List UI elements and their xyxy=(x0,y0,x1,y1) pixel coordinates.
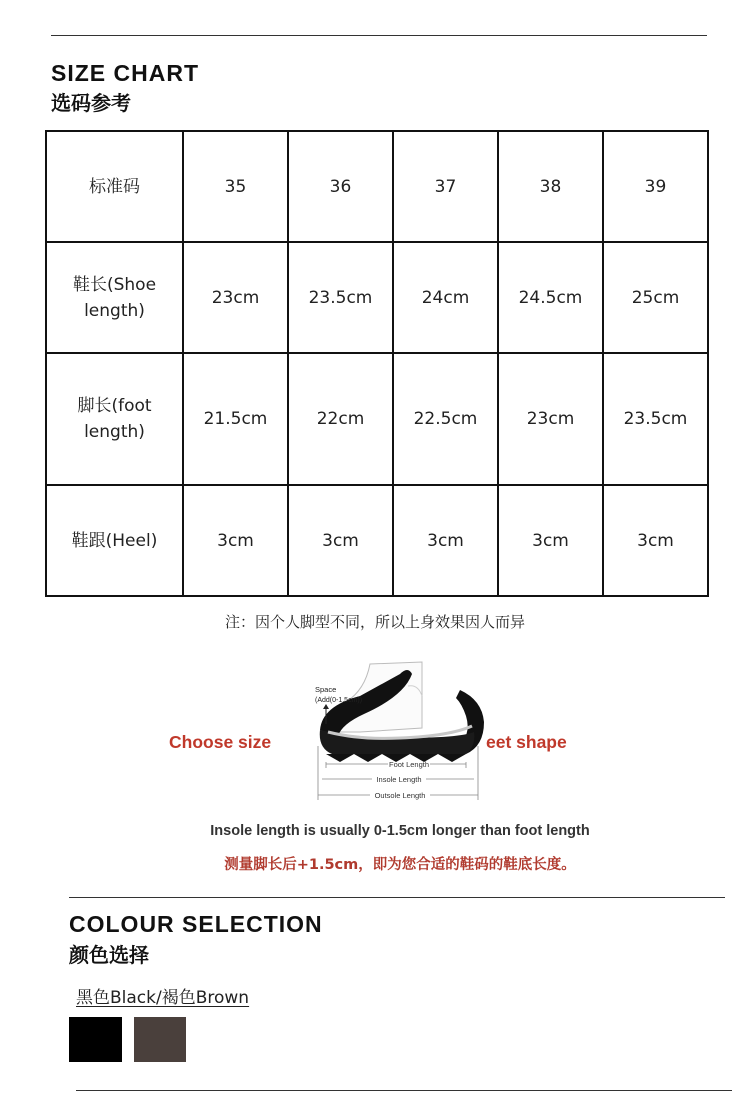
table-cell: 24cm xyxy=(393,242,498,353)
table-cell: 23.5cm xyxy=(288,242,393,353)
table-cell: 25cm xyxy=(603,242,708,353)
table-row xyxy=(46,353,708,485)
insole-note-english: Insole length is usually 0-1.5cm longer than foot length xyxy=(210,823,590,839)
colour-selection-title: COLOUR SELECTION xyxy=(69,911,323,937)
colour-options-label[interactable]: 黑色Black/褐色Brown xyxy=(76,988,250,1008)
table-cell: 3cm xyxy=(288,485,393,596)
space-sublabel: (Add(0-1.5cm)) xyxy=(315,697,363,704)
size-chart-subtitle: 选码参考 xyxy=(51,91,131,115)
table-cell: 3cm xyxy=(393,485,498,596)
table-cell: 3cm xyxy=(183,485,288,596)
table-cell: 22.5cm xyxy=(393,353,498,485)
fit-note: 注：因个人脚型不同，所以上身效果因人而异 xyxy=(224,613,525,631)
table-cell: 3cm xyxy=(603,485,708,596)
table-cell: 36 xyxy=(288,131,393,242)
table-cell: 鞋跟(Heel) xyxy=(46,485,183,596)
colour-selection-subtitle: 颜色选择 xyxy=(69,943,149,967)
table-cell: 21.5cm xyxy=(183,353,288,485)
outsole-length-line xyxy=(318,791,478,800)
foot-measurement-illustration xyxy=(160,650,600,810)
top-divider xyxy=(51,35,707,36)
table-cell: 23cm xyxy=(183,242,288,353)
choose-size-label: Choose size xyxy=(169,732,272,752)
size-chart-table xyxy=(45,130,709,597)
insole-length-line xyxy=(322,775,474,784)
space-label: Space xyxy=(315,685,337,694)
table-cell: 37 xyxy=(393,131,498,242)
section-divider xyxy=(69,897,725,898)
table-cell: 23.5cm xyxy=(603,353,708,485)
table-cell: 39 xyxy=(603,131,708,242)
black-swatch[interactable] xyxy=(69,1017,122,1062)
foot-length-line xyxy=(326,760,466,769)
table-cell: 3cm xyxy=(498,485,603,596)
insole-length-label: Insole Length xyxy=(376,775,422,784)
outsole-length-label: Outsole Length xyxy=(374,791,426,800)
feet-shape-label: eet shape xyxy=(486,732,567,752)
table-cell: 标准码 xyxy=(46,131,183,242)
table-cell: 鞋长(Shoe length) xyxy=(46,242,183,353)
table-cell: 脚长(foot length) xyxy=(46,353,183,485)
table-cell: 35 xyxy=(183,131,288,242)
table-row xyxy=(46,485,708,596)
insole-note-chinese: 测量脚长后+1.5cm，即为您合适的鞋码的鞋底长度。 xyxy=(224,857,576,873)
table-cell: 22cm xyxy=(288,353,393,485)
table-row xyxy=(46,242,708,353)
bottom-divider xyxy=(76,1090,732,1091)
table-cell: 23cm xyxy=(498,353,603,485)
size-chart-title: SIZE CHART xyxy=(51,60,199,86)
foot-length-label: Foot Length xyxy=(388,760,430,769)
table-cell: 38 xyxy=(498,131,603,242)
table-cell: 24.5cm xyxy=(498,242,603,353)
table-row xyxy=(46,131,708,242)
brown-swatch[interactable] xyxy=(134,1017,186,1062)
